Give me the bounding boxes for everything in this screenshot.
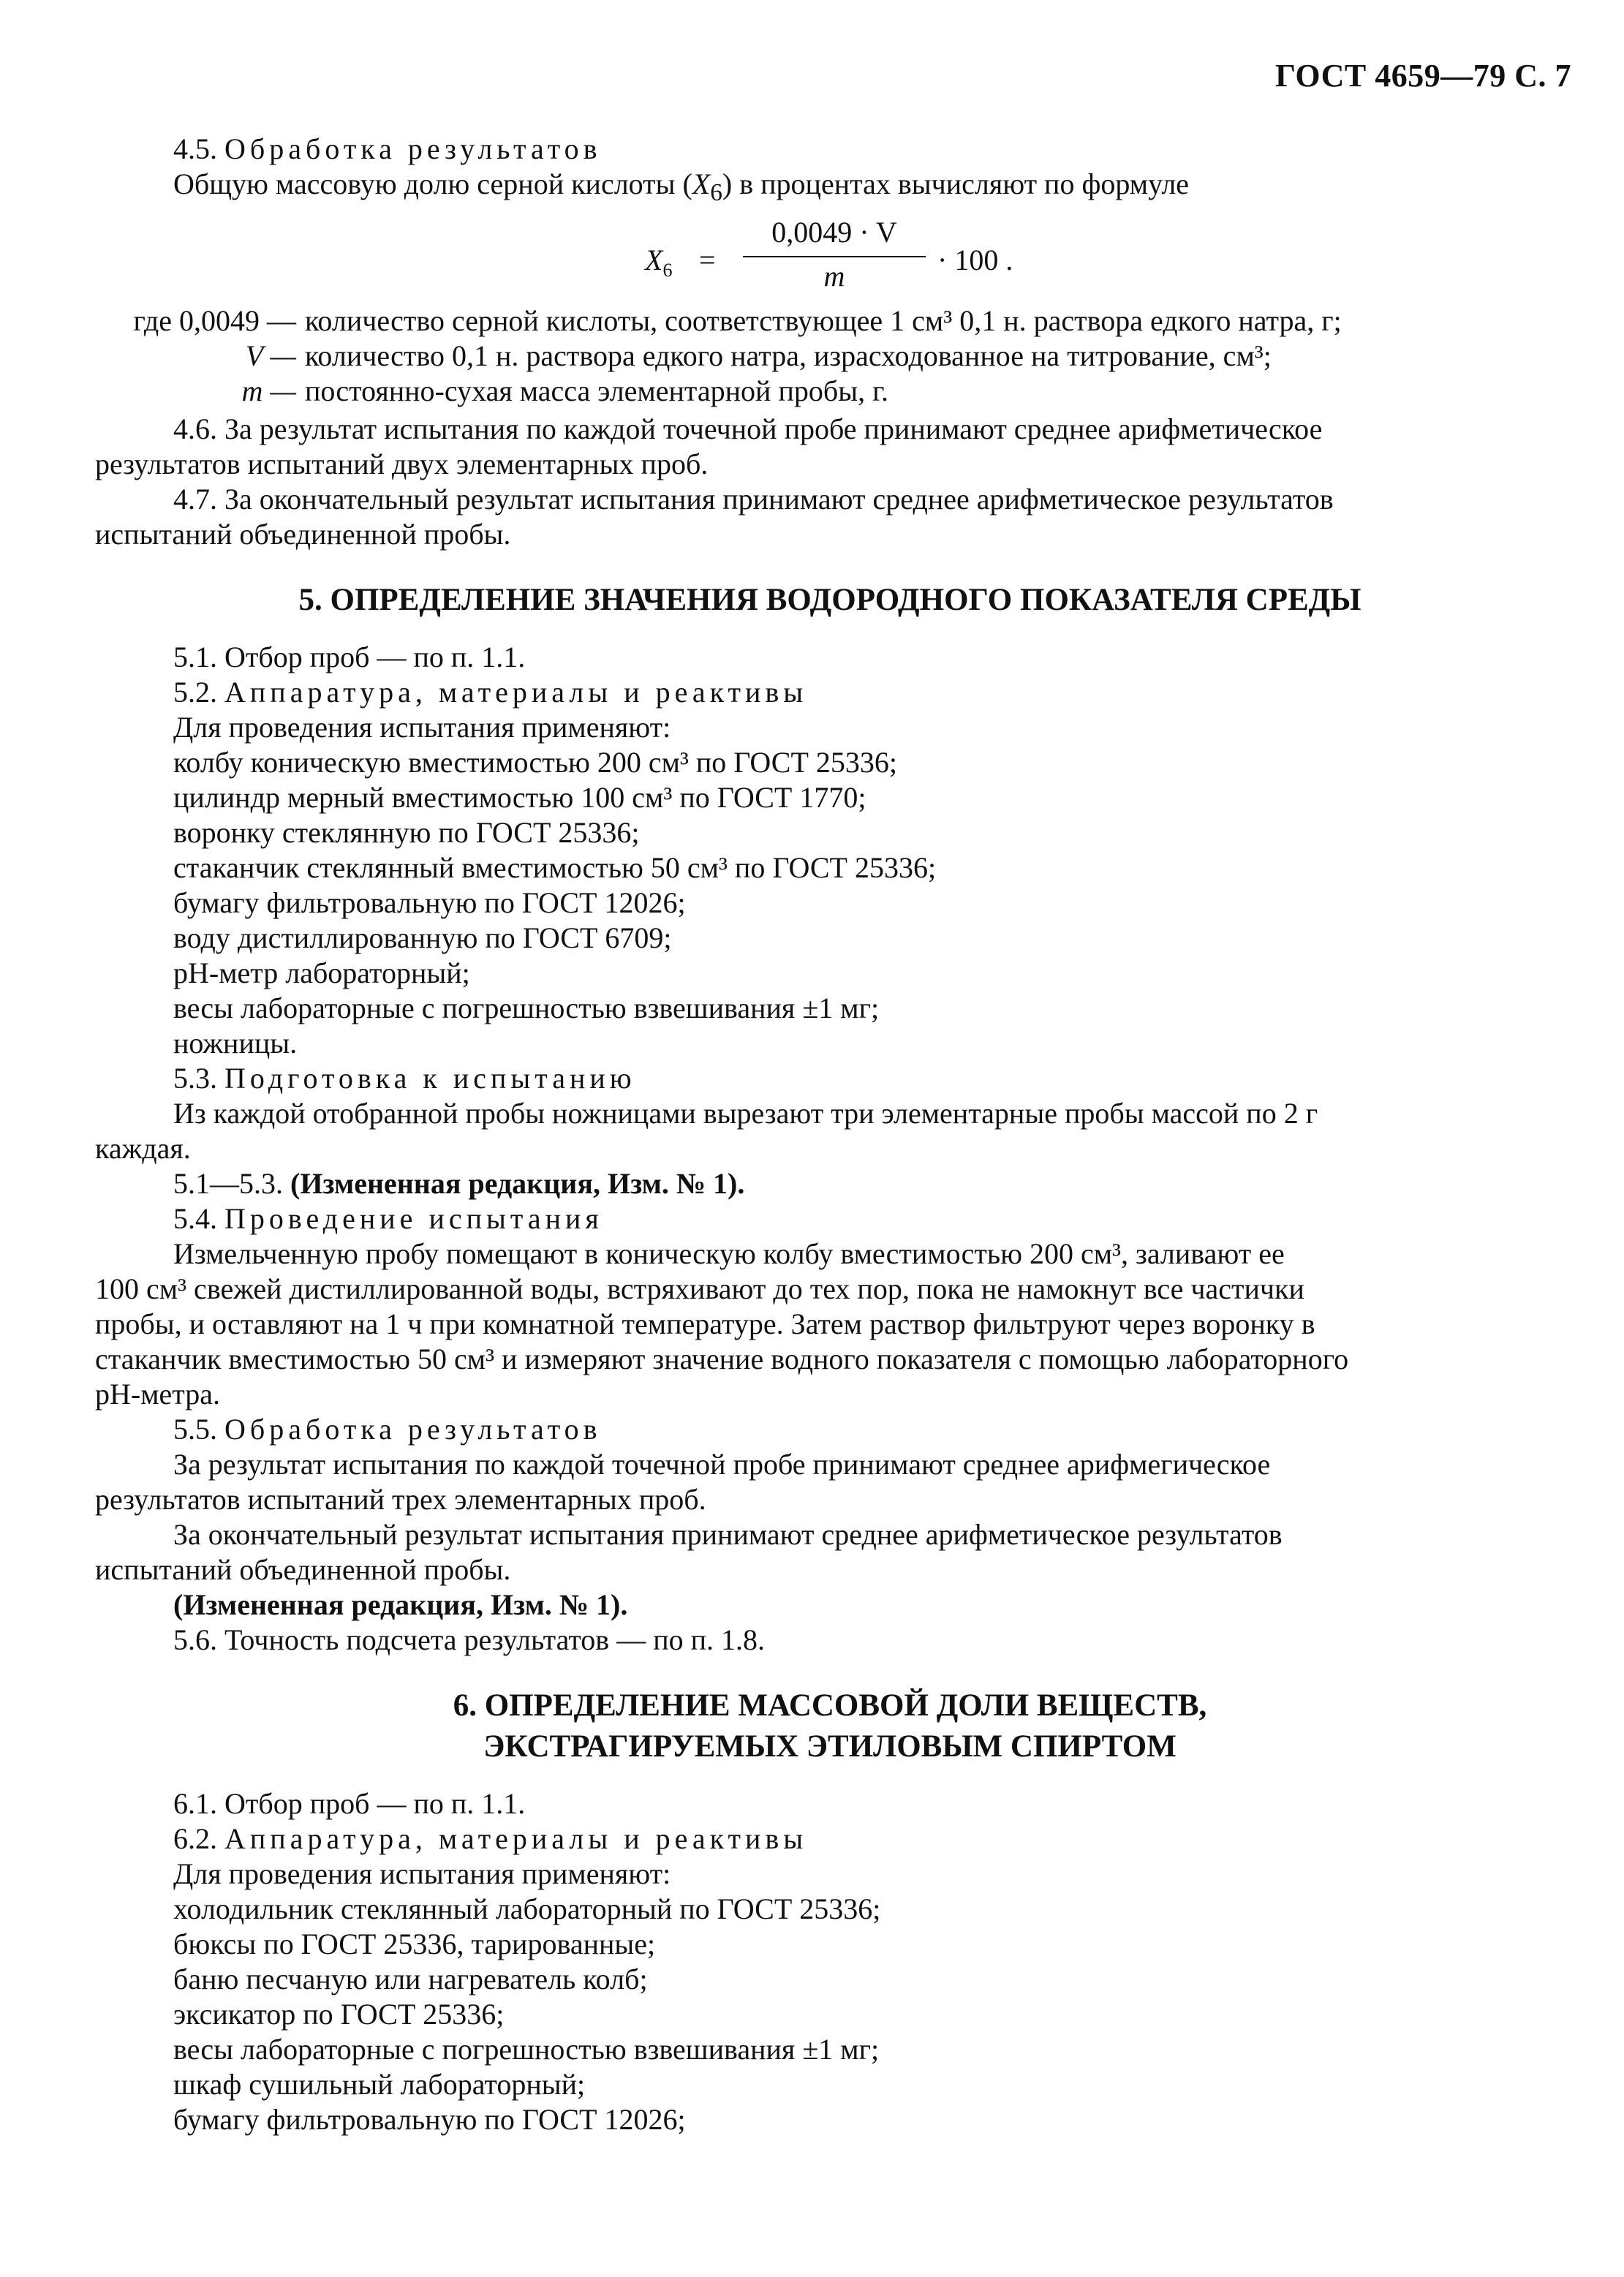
clause-label: 5.3.	[173, 1062, 217, 1095]
clause-5-4-title	[95, 1201, 1565, 1236]
clause-4-7-line: испытаний объединенной пробы.	[95, 518, 511, 551]
clause-6-1: 6.1. Отбор проб — по п. 1.1.	[173, 1787, 526, 1820]
definition-term: m —	[241, 374, 296, 407]
equipment-intro: Для проведения испытания применяют:	[173, 1857, 671, 1890]
fraction-bar	[743, 256, 926, 257]
equipment-intro: Для проведения испытания применяют:	[173, 711, 671, 744]
clause-5-4-line: pH-метра.	[95, 1378, 220, 1411]
clause-5-5-line: За результат испытания по каждой точечной пробе принимают среднее арифмегическое	[173, 1448, 1271, 1481]
equipment-item: шкаф сушильный лабораторный;	[173, 2068, 586, 2101]
clause-label: 5.2.	[173, 676, 217, 709]
equipment-item: ножницы.	[173, 1027, 298, 1060]
clause-5-3-title	[95, 1061, 1565, 1096]
formula-lhs	[645, 243, 672, 288]
clause-label: 6.2.	[173, 1822, 217, 1855]
variable-subscript: 6	[710, 179, 722, 206]
section-5-heading: 5. ОПРЕДЕЛЕНИЕ ЗНАЧЕНИЯ ВОДОРОДНОГО ПОКАЗАТЕЛЯ СРЕДЫ	[298, 583, 1361, 617]
clause-5-3-line: каждая.	[95, 1132, 191, 1165]
equipment-item: весы лабораторные с погрешностью взвешивания ±1 мг;	[173, 2033, 880, 2066]
clause-4-6-line: результатов испытаний двух элементарных проб.	[95, 448, 709, 480]
clause-5-3-line: Из каждой отобранной пробы ножницами вырезают три элементарные пробы массой по 2 г	[173, 1097, 1318, 1130]
clause-5-5-line: результатов испытаний трех элементарных проб.	[95, 1483, 706, 1516]
equipment-item: воду дистиллированную по ГОСТ 6709;	[173, 921, 672, 954]
clause-title: Аппаратура, материалы и реактивы	[224, 1822, 808, 1855]
equipment-item: эксикатор по ГОСТ 25336;	[173, 1998, 505, 2031]
formula	[95, 215, 1565, 299]
amendment-note	[95, 1166, 1565, 1201]
equipment-item: бумагу фильтровальную по ГОСТ 12026;	[173, 886, 686, 919]
formula-tail: · 100 .	[937, 243, 1013, 276]
section-6-heading-line: 6. ОПРЕДЕЛЕНИЕ МАССОВОЙ ДОЛИ ВЕЩЕСТВ,	[453, 1688, 1207, 1723]
clause-title: Проведение испытания	[224, 1202, 603, 1235]
definition-row	[95, 339, 1565, 374]
clause-title: Аппаратура, материалы и реактивы	[224, 676, 808, 709]
definition-term: V —	[245, 339, 296, 372]
clause-5-5-line: За окончательный результат испытания принимают среднее арифметическое результатов	[173, 1518, 1283, 1551]
clause-5-5-line: испытаний объединенной пробы.	[95, 1553, 511, 1586]
definition-row	[95, 374, 1565, 409]
clause-4-5-title	[95, 132, 1565, 167]
equipment-item: воронку стеклянную по ГОСТ 25336;	[173, 816, 640, 849]
definition-term: где 0,0049 —	[133, 304, 296, 337]
formula-definitions	[95, 303, 1565, 409]
clause-5-2-title	[95, 675, 1565, 710]
clause-5-6: 5.6. Точность подсчета результатов — по п. 1.8.	[173, 1623, 766, 1656]
clause-label: 4.5.	[173, 132, 217, 165]
clause-title: Обработка результатов	[224, 132, 602, 165]
clause-5-5-title	[95, 1412, 1565, 1447]
definition-text: количество серной кислоты, соответствующее 1 см³ 0,1 н. раствора едкого натра, г;	[305, 304, 1342, 337]
formula-sub: 6	[662, 260, 673, 281]
equipment-item: баню песчаную или нагреватель колб;	[173, 1963, 648, 1995]
definition-row	[95, 303, 1565, 339]
equipment-item: весы лабораторные с погрешностью взвешивания ±1 мг;	[173, 992, 880, 1024]
clause-4-6-line: 4.6. За результат испытания по каждой точечной пробе принимают среднее арифметическое	[173, 412, 1323, 445]
clause-label: 5.4.	[173, 1202, 217, 1235]
amendment-text: (Измененная редакция, Изм. № 1).	[290, 1167, 745, 1200]
equipment-item: pH-метр лабораторный;	[173, 956, 470, 989]
amendment-note: (Измененная редакция, Изм. № 1).	[173, 1588, 628, 1621]
clause-title: Подготовка к испытанию	[224, 1062, 636, 1095]
formula-equals: =	[699, 243, 716, 276]
equipment-item: холодильник стеклянный лабораторный по ГОСТ 25336;	[173, 1892, 881, 1925]
formula-numerator: 0,0049 · V	[771, 216, 897, 249]
clause-5-4-line: пробы, и оставляют на 1 ч при комнатной температуре. Затем раствор фильтруют через воронку в	[95, 1307, 1315, 1340]
clause-4-5-text	[95, 167, 1565, 211]
section-6-heading-line: ЭКСТРАГИРУЕМЫХ ЭТИЛОВЫМ СПИРТОМ	[483, 1729, 1177, 1764]
equipment-item: колбу коническую вместимостью 200 см³ по ГОСТ 25336;	[173, 746, 898, 779]
equipment-item: бюксы по ГОСТ 25336, тарированные;	[173, 1927, 656, 1960]
clause-4-7-line: 4.7. За окончательный результат испытания принимают среднее арифметическое результатов	[173, 483, 1334, 516]
page-content	[95, 132, 1565, 2137]
clause-5-4-line: 100 см³ свежей дистиллированной воды, встряхивают до тех пор, пока не намокнут все частички	[95, 1272, 1304, 1305]
clause-label: 5.5.	[173, 1413, 217, 1446]
section-6-heading	[95, 1685, 1565, 1767]
formula-denominator: m	[823, 260, 845, 292]
equipment-item: цилиндр мерный вместимостью 100 см³ по ГОСТ 1770;	[173, 781, 866, 814]
text-fragment: ) в процентах вычисляют по формуле	[722, 167, 1190, 200]
clause-6-2-title	[95, 1821, 1565, 1857]
clause-5-1: 5.1. Отбор проб — по п. 1.1.	[173, 641, 526, 673]
variable: X	[692, 167, 711, 200]
text-fragment: Общую массовую долю серной кислоты (	[173, 167, 692, 200]
clause-title: Обработка результатов	[224, 1413, 602, 1446]
clause-5-4-line: Измельченную пробу помещают в коническую колбу вместимостью 200 см³, заливают ее	[173, 1237, 1285, 1270]
clause-range: 5.1—5.3.	[173, 1167, 283, 1200]
definition-text: постоянно-сухая масса элементарной пробы, г.	[305, 374, 888, 407]
equipment-item: бумагу фильтровальную по ГОСТ 12026;	[173, 2103, 686, 2136]
formula-var: X	[645, 243, 663, 276]
definition-text: количество 0,1 н. раствора едкого натра, израсходованное на титрование, см³;	[305, 339, 1272, 372]
page-header: ГОСТ 4659—79 С. 7	[1274, 58, 1571, 94]
equipment-item: стаканчик стеклянный вместимостью 50 см³ по ГОСТ 25336;	[173, 851, 937, 884]
clause-5-4-line: стаканчик вместимостью 50 см³ и измеряют значение водного показателя с помощью лабораторного	[95, 1343, 1349, 1375]
